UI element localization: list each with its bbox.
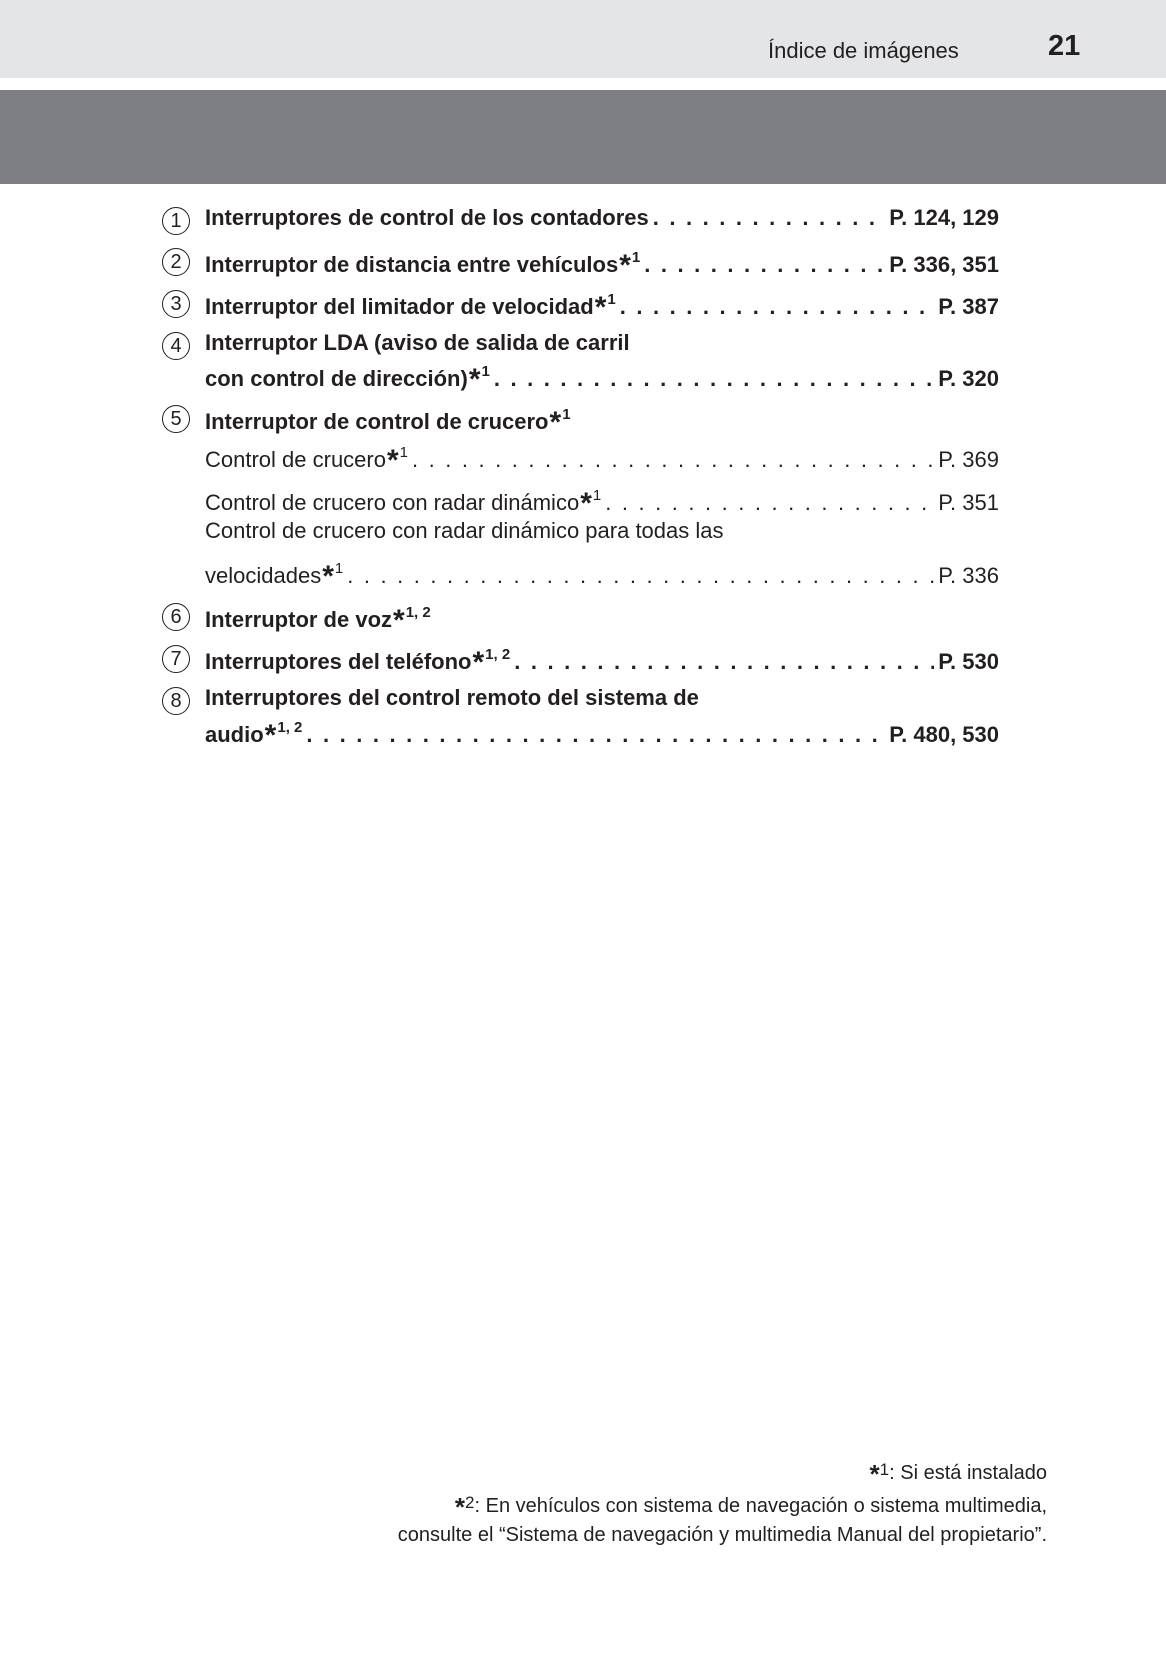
- page-reference: P. 336, 351: [889, 252, 999, 277]
- item-number-3: 3: [162, 290, 190, 318]
- index-entry-line: [205, 360, 999, 396]
- entry-text: Control de crucero con radar dinámico para todas las: [205, 518, 724, 543]
- page-reference: P. 480, 530: [889, 722, 999, 747]
- page-number: 21: [1048, 30, 1081, 62]
- dot-leader: [494, 366, 934, 392]
- asterisk-icon: *: [386, 444, 399, 477]
- item-number-6: 6: [162, 603, 190, 631]
- dot-leader: [306, 722, 885, 748]
- entry-text: audio: [205, 722, 264, 747]
- entry-label: [205, 330, 630, 356]
- entry-label: [205, 484, 601, 518]
- page-reference: P. 336: [938, 563, 999, 588]
- footnote-reference: 1: [631, 249, 641, 266]
- footnote-mark: 1: [879, 1460, 890, 1479]
- footnote-text: : Si está instalado: [889, 1462, 1047, 1484]
- page-reference: P. 530: [938, 649, 999, 674]
- asterisk-icon: *: [549, 406, 562, 439]
- entry-label: [205, 685, 699, 711]
- page-reference: P. 124, 129: [889, 205, 999, 230]
- item-number-7: 7: [162, 645, 190, 673]
- footnote-mark: 2: [465, 1493, 475, 1512]
- entry-text: Interruptor LDA (aviso de salida de carril: [205, 330, 630, 355]
- entry-text: Interruptor del limitador de velocidad: [205, 294, 594, 319]
- asterisk-icon: *: [594, 291, 607, 324]
- footnote-reference: 1: [334, 560, 344, 577]
- asterisk-icon: *: [869, 1459, 880, 1489]
- asterisk-icon: *: [393, 604, 405, 637]
- index-entry-line: [205, 246, 999, 282]
- entry-label: [205, 246, 640, 280]
- entry-label: [205, 403, 571, 437]
- page-reference: P. 369: [938, 447, 999, 472]
- entry-text: Interruptores del teléfono: [205, 649, 472, 674]
- footnote-text: : En vehículos con sistema de navegación o sistema multimedia,: [474, 1495, 1047, 1517]
- item-number-1: 1: [162, 207, 190, 235]
- dot-leader: [620, 294, 934, 320]
- item-number-5: 5: [162, 405, 190, 433]
- asterisk-icon: *: [468, 363, 481, 396]
- entry-label: [205, 557, 343, 591]
- page-reference: P. 387: [938, 294, 999, 319]
- footnote-reference: 1: [481, 363, 490, 380]
- entry-label: [205, 441, 408, 475]
- item-number-4: 4: [162, 332, 190, 360]
- entry-text: con control de dirección): [205, 366, 468, 391]
- footnote-reference: 1, 2: [485, 646, 511, 663]
- entry-text: Interruptores de control de los contadores: [205, 205, 649, 230]
- header-bar: [0, 0, 1166, 78]
- footnote-1: [147, 1455, 1047, 1488]
- footnote-2: [147, 1488, 1047, 1521]
- footnotes: [147, 1455, 1047, 1550]
- index-entry-line: [205, 205, 999, 237]
- asterisk-icon: *: [619, 249, 631, 282]
- entry-label: [205, 601, 431, 635]
- dot-leader: [514, 649, 934, 675]
- index-entry-line: [205, 685, 999, 717]
- entry-label: [205, 360, 490, 394]
- index-entry-line: [205, 288, 999, 324]
- entry-label: [205, 288, 616, 322]
- asterisk-icon: *: [322, 560, 334, 593]
- asterisk-icon: *: [454, 1492, 466, 1522]
- index-entry-line: [205, 716, 999, 752]
- index-entry-line: [205, 403, 999, 439]
- dot-leader: [653, 205, 886, 231]
- page-reference: P. 320: [938, 366, 999, 391]
- entry-label: [205, 205, 649, 231]
- entry-text: Interruptores del control remoto del sistema de: [205, 685, 699, 710]
- entry-text: Interruptor de control de crucero: [205, 409, 549, 434]
- index-entry-line: [205, 557, 999, 593]
- footnote-reference: 1: [399, 444, 409, 461]
- dot-leader: [644, 252, 885, 278]
- index-entry-line: [205, 441, 999, 477]
- footnote-reference: 1, 2: [277, 719, 303, 736]
- entry-label: [205, 518, 724, 544]
- entry-text: Interruptor de distancia entre vehículos: [205, 252, 619, 277]
- footnote-2-continued: consulte el “Sistema de navegación y multimedia Manual del propietario”.: [397, 1524, 1047, 1546]
- index-entry-line: [205, 518, 999, 550]
- entry-text: velocidades: [205, 563, 322, 588]
- footnote-reference: 1: [607, 291, 616, 308]
- asterisk-icon: *: [580, 487, 592, 520]
- asterisk-icon: *: [264, 719, 277, 752]
- entry-label: [205, 643, 510, 677]
- dot-leader: [347, 563, 934, 589]
- header-gray-band: [0, 90, 1166, 184]
- dot-leader: [605, 490, 934, 516]
- footnote-reference: 1: [562, 406, 571, 423]
- page-reference: P. 351: [938, 490, 999, 515]
- section-title: Índice de imágenes: [768, 38, 959, 63]
- entry-text: Interruptor de voz: [205, 607, 393, 632]
- entry-text: Control de crucero con radar dinámico: [205, 490, 580, 515]
- index-entry-line: [205, 484, 999, 520]
- index-entry-line: [205, 601, 999, 637]
- index-entry-line: [205, 643, 999, 679]
- entry-text: Control de crucero: [205, 447, 386, 472]
- item-number-8: 8: [162, 687, 190, 715]
- index-entry-line: [205, 330, 999, 362]
- asterisk-icon: *: [472, 646, 485, 679]
- dot-leader: [412, 447, 934, 473]
- footnote-reference: 1, 2: [405, 604, 431, 621]
- footnote-reference: 1: [592, 487, 602, 504]
- entry-label: [205, 716, 302, 750]
- item-number-2: 2: [162, 248, 190, 276]
